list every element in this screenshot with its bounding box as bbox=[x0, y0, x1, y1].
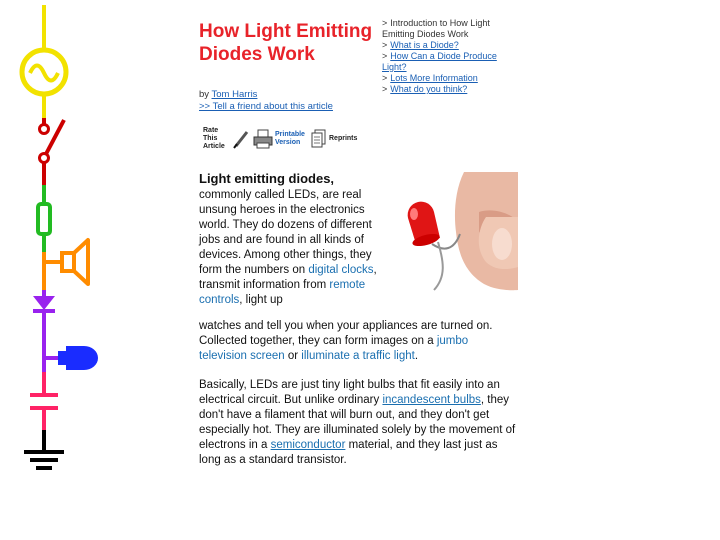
traffic-light-link[interactable]: illuminate a traffic light bbox=[301, 350, 415, 362]
paragraph-1-lead: Light emitting diodes, bbox=[199, 171, 335, 186]
toc-item-what-is-diode[interactable]: > What is a Diode? bbox=[382, 40, 459, 50]
paragraph-1-continued: watches and tell you when your appliances are turned on. Collected together, they can form images on a jumbo television screen or illuminate a traffic light. bbox=[199, 320, 493, 362]
ac-source-icon bbox=[22, 5, 66, 118]
table-of-contents bbox=[382, 18, 517, 95]
tell-friend bbox=[199, 101, 333, 113]
resistor-icon bbox=[38, 185, 50, 252]
toc-item-more-info[interactable]: > Lots More Information bbox=[382, 73, 478, 83]
paragraph-1: Light emitting diodes, commonly called LEDs, are real unsung heroes in the electronics world. They do dozens of different jobs and are found in all kinds of devices. Among other things, they form the numbers on digital clocks, transmit information from remote controls, light up bbox=[199, 171, 377, 306]
document-icon bbox=[311, 129, 327, 149]
article-tools bbox=[203, 126, 357, 152]
toc-item-introduction: > Introduction to How Light Emitting Diodes Work bbox=[382, 18, 490, 39]
paragraph-2: Basically, LEDs are just tiny light bulbs that fit easily into an electrical circuit. But unlike ordinary incandescent bulbs, they don't have a filament that will burn out, and they don't get especially hot. They are illuminated solely by the movement of electrons in a semiconductor material, and they last just as long as a standard transistor. bbox=[199, 379, 516, 466]
printer-icon bbox=[253, 129, 273, 149]
byline-prefix: by bbox=[199, 89, 210, 100]
article-title: How Light Emitting Diodes Work bbox=[199, 21, 373, 65]
led-photo bbox=[394, 172, 518, 312]
rate-article-button[interactable]: Rate This Article bbox=[203, 127, 249, 151]
semiconductor-link[interactable]: semiconductor bbox=[270, 439, 346, 451]
circuit-decoration bbox=[0, 0, 100, 540]
printable-version-button[interactable]: Printable Version bbox=[253, 129, 307, 149]
byline bbox=[199, 89, 257, 101]
toc-item-produce-light[interactable]: > How Can a Diode Produce Light? bbox=[382, 51, 497, 72]
bulb-icon bbox=[58, 346, 98, 370]
author-link[interactable]: Tom Harris bbox=[211, 89, 258, 100]
toc-item-what-do-you-think[interactable]: > What do you think? bbox=[382, 84, 468, 94]
pencil-icon bbox=[233, 129, 249, 149]
incandescent-bulbs-link[interactable]: incandescent bulbs bbox=[382, 394, 481, 406]
speaker-icon bbox=[44, 240, 88, 290]
tell-friend-link[interactable]: >> Tell a friend about this article bbox=[199, 101, 333, 112]
remote-controls-link[interactable]: remote controls bbox=[199, 279, 366, 306]
reprints-button[interactable]: Reprints bbox=[311, 129, 357, 149]
jumbo-tv-link[interactable]: jumbo television screen bbox=[199, 335, 469, 362]
capacitor-icon bbox=[30, 372, 58, 430]
switch-icon bbox=[40, 118, 65, 185]
ground-icon bbox=[24, 430, 64, 468]
digital-clocks-link[interactable]: digital clocks bbox=[308, 264, 374, 276]
diode-icon bbox=[33, 290, 62, 372]
